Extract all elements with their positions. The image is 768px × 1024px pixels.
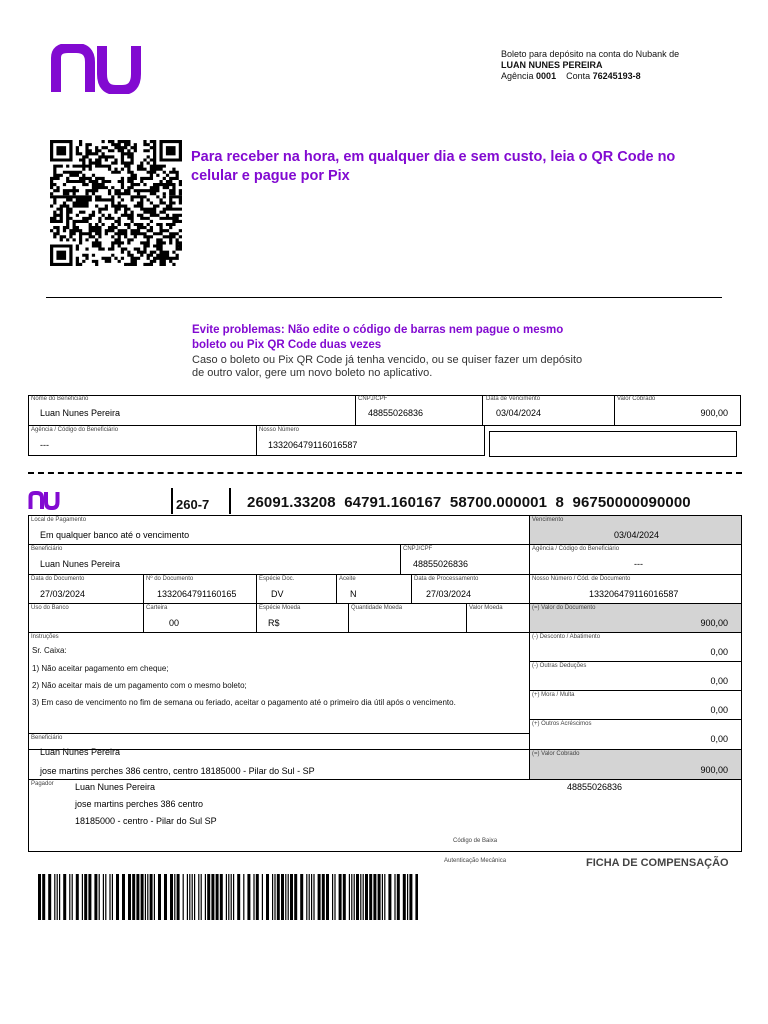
ficha-label: FICHA DE COMPENSAÇÃO [586,857,729,869]
account-holder: LUAN NUNES PEREIRA [501,60,603,70]
valor-doc-label: (=) Valor do Documento [532,605,596,611]
warning-body: Caso o boleto ou Pix QR Code já tenha vencido, ou se quiser fazer um depósito de outro valor, gere um novo boleto no aplicativo. [192,354,583,379]
receipt-nosso-label: Nosso Número [259,427,300,433]
digitable-line: 26091.33208 64791.160167 58700.000001 8 96750000090000 [247,494,691,511]
receipt-agencia-label: Agência / Código do Beneficiário [31,427,119,433]
agency-account-line [501,71,679,82]
instr-line-2: 2) Não aceitar mais de um pagamento com o mesmo boleto; [32,681,247,690]
divider [336,574,337,603]
benef-value: Luan Nunes Pereira [40,559,121,569]
data-doc-label: Data do Documento [31,576,85,582]
nosso-value: 133206479116016587 [589,589,679,599]
divider [529,661,742,662]
cnpj-label: CNPJ/CPF [403,546,433,552]
receipt-nome-label: Nome do Beneficiário [31,396,89,402]
agencia-value: 0001 [536,71,557,81]
qtd-moeda-label: Quantidade Moeda [351,605,403,611]
pix-qr-code [50,140,182,266]
divider [529,719,742,720]
instr-label: Instruções [31,634,59,640]
instr-line-0: Sr. Caixa: [32,646,67,655]
data-proc-value: 27/03/2024 [426,589,472,599]
valor-cobrado-value: 900,00 [700,765,728,775]
instr-line-3: 3) Em caso de vencimento no fim de semana ou feriado, aceitar o pagamento até o primeiro dia útil após o vencimento. [32,698,456,707]
agencia-label: Agência / Código do Beneficiário [532,546,620,552]
carteira-value: 00 [169,618,180,628]
divider [256,426,257,456]
divider [28,779,742,780]
qr-modules [50,140,182,266]
data-proc-label: Data de Processamento [414,576,479,582]
outras-ded-label: (-) Outras Deduções [532,663,587,669]
desconto-label: (-) Desconto / Abatimento [532,634,601,640]
divider [28,574,742,575]
nubank-logo [50,44,142,94]
desconto-value: 0,00 [710,647,728,657]
venc-label: Vencimento [532,517,564,523]
mora-label: (+) Mora / Multa [532,692,575,698]
nubank-logo-small [28,491,60,510]
pagador-doc: 48855026836 [567,782,623,792]
receipt-nosso: 133206479116016587 [268,440,358,450]
uso-label: Uso do Banco [31,605,69,611]
especie-moeda-value: R$ [268,618,280,628]
conta-value: 76245193-8 [592,71,641,81]
divider [482,395,483,426]
divider [256,574,257,632]
acresc-label: (+) Outros Acréscimos [532,721,592,727]
receipt-valor: 900,00 [700,408,728,418]
divider [143,574,144,632]
barcode [38,874,418,920]
divider [28,603,742,604]
divider [529,690,742,691]
nosso-label: Nosso Número / Cód. de Documento [532,576,631,582]
divider [28,749,742,750]
aceite-label: Aceite [339,576,356,582]
benef2-label: Beneficiário [31,735,63,741]
receipt-cnpj: 48855026836 [368,408,424,418]
divider [466,603,467,632]
acresc-value: 0,00 [710,734,728,744]
benef2-addr: jose martins perches 386 centro, centro 18185000 - Pilar do Sul - SP [40,766,315,776]
divider [28,733,529,734]
divider [529,515,530,779]
benef-label: Beneficiário [31,546,63,552]
receipt-autent-box [489,431,737,457]
account-info [501,49,679,82]
venc-value: 03/04/2024 [614,530,660,540]
local-value: Em qualquer banco até o vencimento [40,530,190,540]
divider [28,632,742,633]
pagador-label: Pagador [31,781,54,787]
especie-doc-value: DV [271,589,284,599]
especie-doc-label: Espécie Doc. [259,576,295,582]
autent-label: Autenticação Mecânica [444,858,507,864]
warning-title: Evite problemas: Não edite o código de barras nem pague o mesmo boleto ou Pix QR Code duas vezes [192,324,564,351]
agencia-label: Agência [501,71,534,81]
receipt-venc: 03/04/2024 [496,408,542,418]
cod-baixa-label: Código de Baixa [453,838,498,844]
divider [614,395,615,426]
instr-line-1: 1) Não aceitar pagamento em cheque; [32,664,169,673]
num-doc-value: 1332064791160165 [157,589,237,599]
aceite-value: N [350,589,357,599]
divider [28,544,742,545]
valor-cobrado-label: (=) Valor Cobrado [532,751,580,757]
pagador-name: Luan Nunes Pereira [75,782,156,792]
outras-ded-value: 0,00 [710,676,728,686]
conta-label: Conta [566,71,591,81]
receipt-nome: Luan Nunes Pereira [40,408,121,418]
agencia-value: --- [634,559,643,569]
divider [348,603,349,632]
pagador-addr1: jose martins perches 386 centro [75,799,204,809]
divider [355,395,356,426]
receipt-cnpj-label: CNPJ/CPF [358,396,388,402]
bank-code: 260-7 [176,497,210,512]
valor-doc-value: 900,00 [700,618,728,628]
cnpj-value: 48855026836 [413,559,469,569]
especie-moeda-label: Espécie Moeda [259,605,301,611]
divider [400,544,401,574]
carteira-label: Carteira [146,605,168,611]
pagador-addr2: 18185000 - centro - Pilar do Sul SP [75,816,217,826]
receipt-venc-label: Data de Vencimento [486,396,541,402]
divider [171,488,173,514]
local-label: Local de Pagamento [31,517,87,523]
deposit-line: Boleto para depósito na conta do Nubank de [501,49,680,59]
divider [229,488,231,514]
valor-moeda-label: Valor Moeda [469,605,503,611]
mora-value: 0,00 [710,705,728,715]
cut-line [28,472,742,474]
data-doc-value: 27/03/2024 [40,589,86,599]
receipt-agencia: --- [40,440,49,450]
benef2-name: Luan Nunes Pereira [40,747,121,757]
barcode-bars [38,874,418,920]
num-doc-label: Nº do Documento [146,576,194,582]
pix-headline: Para receber na hora, em qualquer dia e sem custo, leia o QR Code no celular e pague por Pix [191,149,676,184]
receipt-valor-label: Valor Cobrado [617,396,656,402]
divider [411,574,412,603]
separator-line [46,297,722,298]
